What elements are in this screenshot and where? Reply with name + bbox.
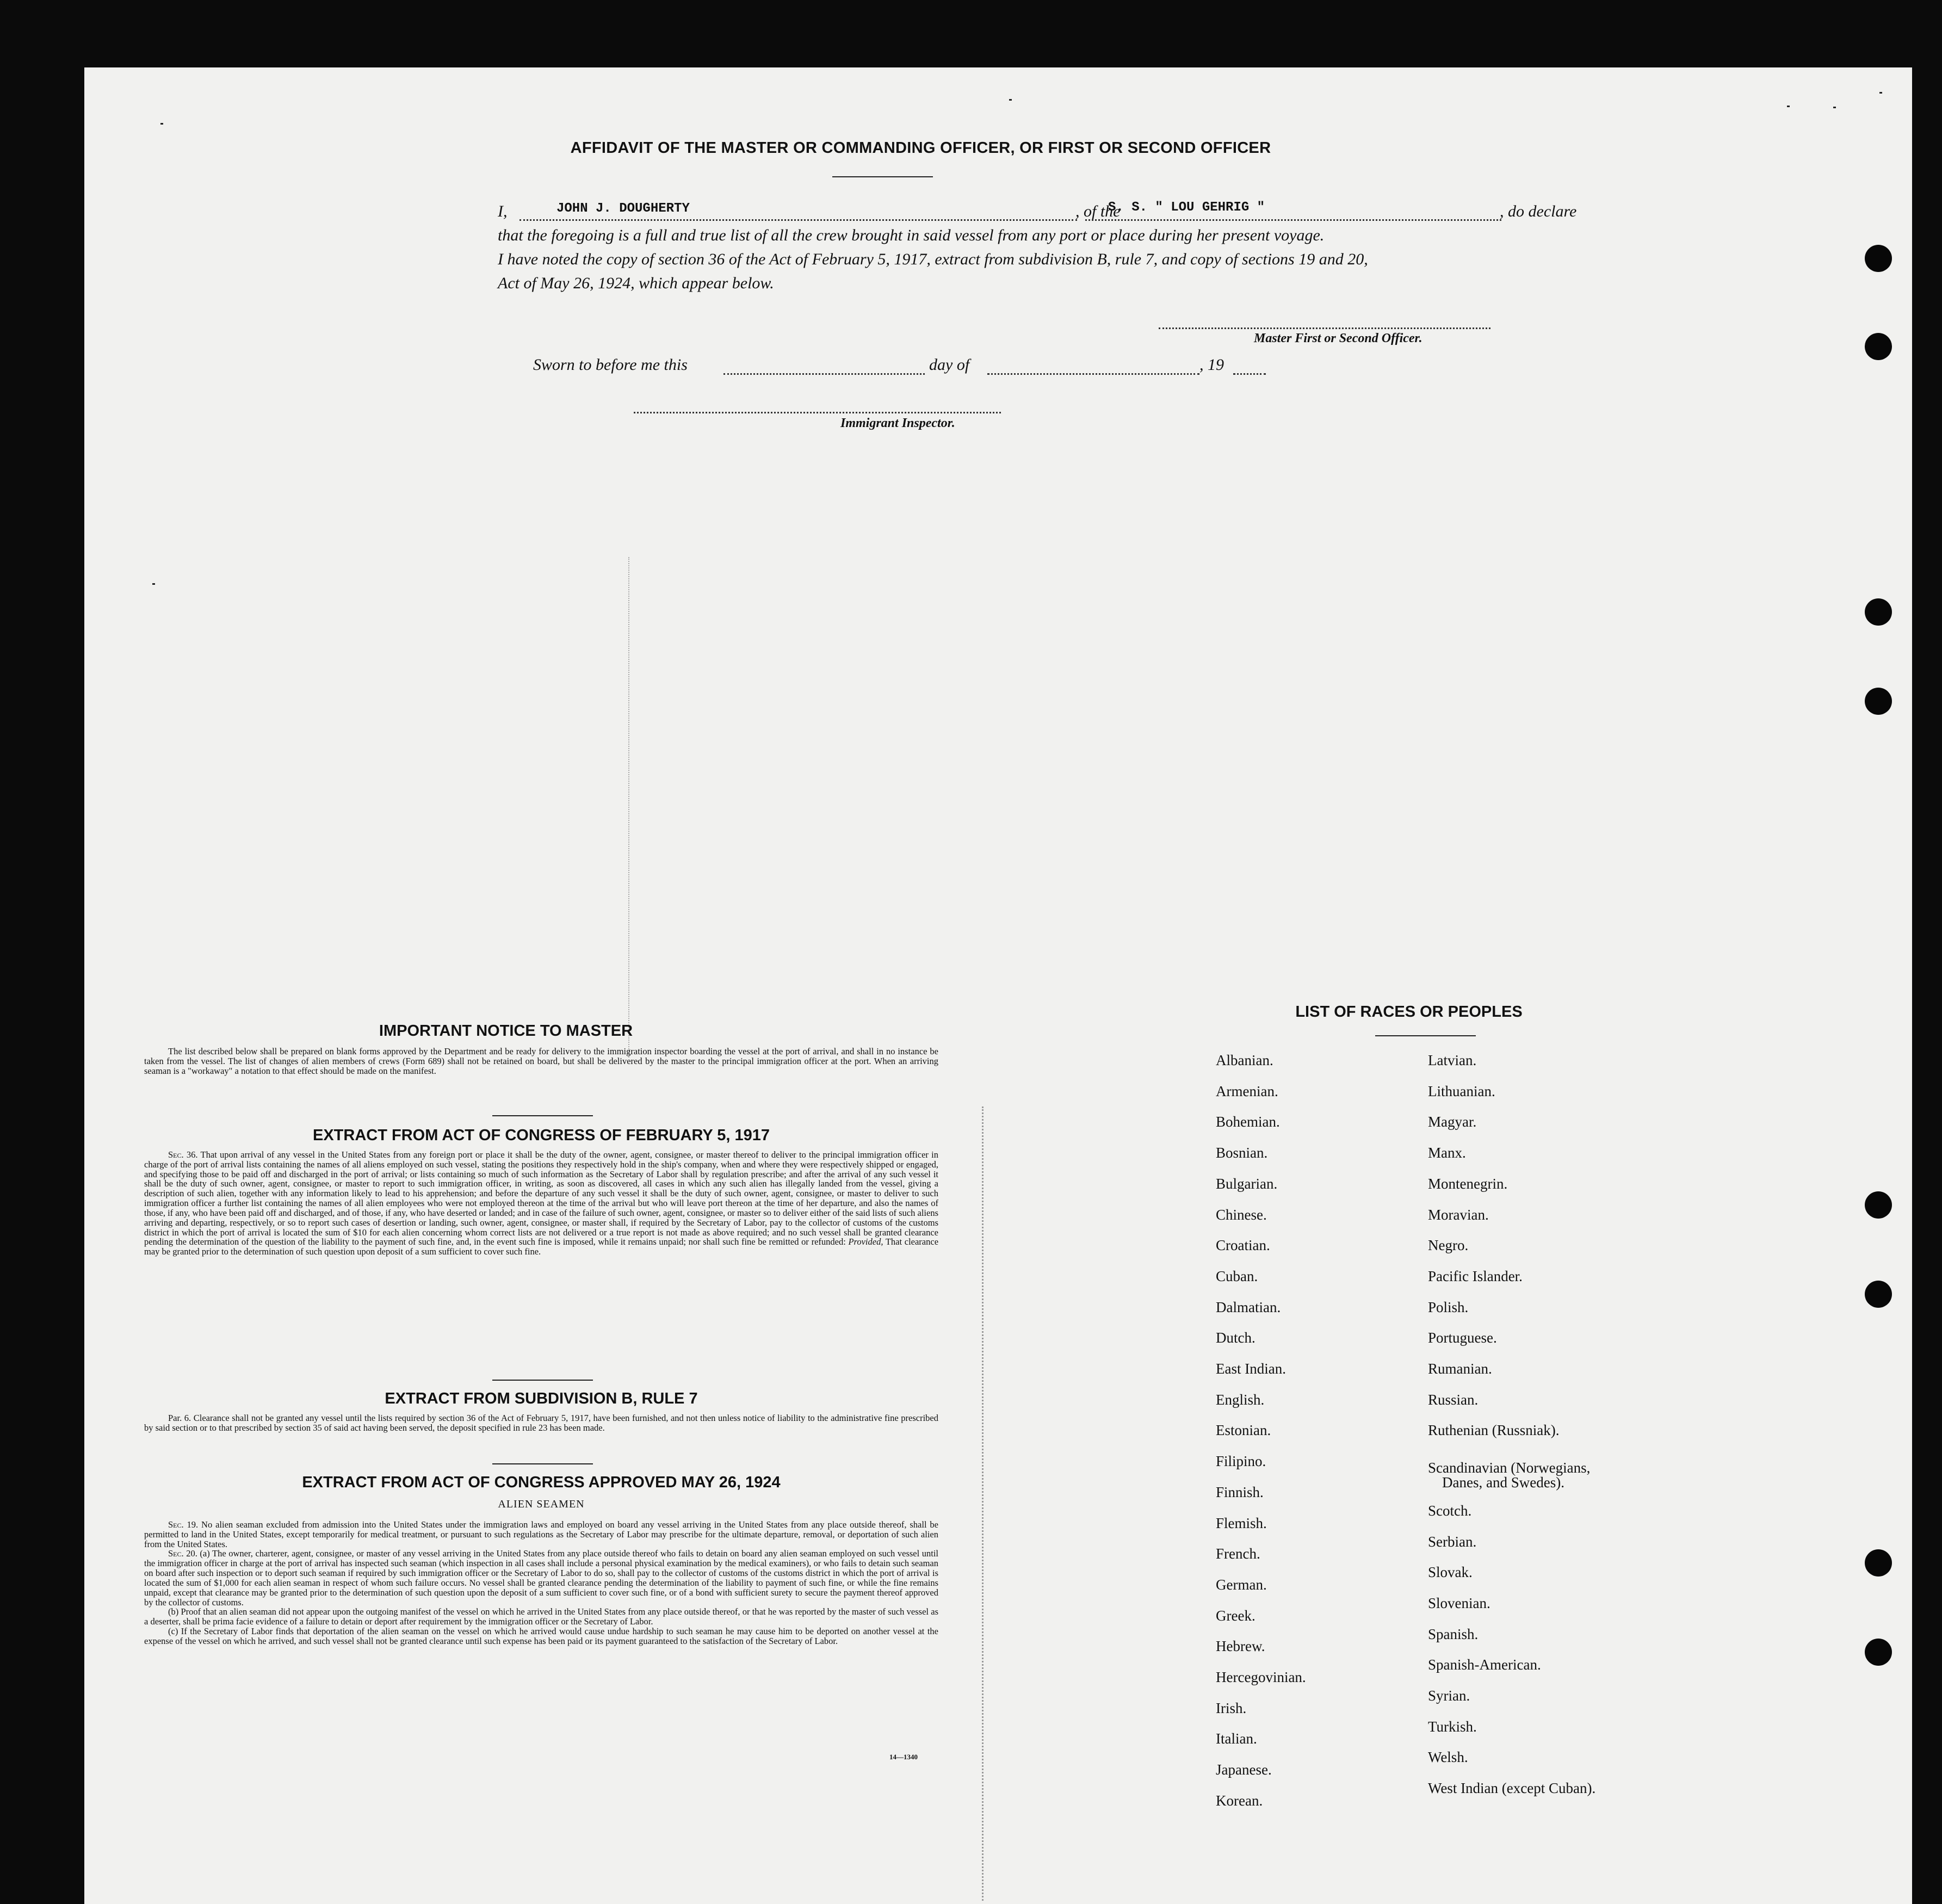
sec-20a-body: (a) The owner, charterer, agent, consignee, or master of any vessel arriving in the United States from any place outside thereof who fails to detain on board any alien seaman employed on such vessel until the immigration officer in charge at the port of arrival has inspected such seaman (which inspection in all cases shall include a personal physical examination by the medical examiners), or who fails to detain such seaman on board after such inspection or to deport such seaman if required by such immigration officer or the Secretary of Labor to do so, shall pay to the collector of customs of the customs district in which the port of arrival is located the sum of $1,000 for each alien seaman in respect of whom such failure occurs. No vessel shall be granted clearance pending the determination of the liability to payment of such fine, or while the fine remains unpaid, except that clearance may be granted prior to the determination of such question upon the deposit of a sum sufficient to cover such fine, or of a bond with sufficient surety to secure the payment thereof approved by the collector of customs. <box>144 1548 939 1608</box>
extract-rule7-text <box>144 1413 938 1433</box>
race-item-right: Slovak. <box>1428 1564 1473 1580</box>
race-item-left: German. <box>1216 1577 1267 1593</box>
race-item-left: Filipino. <box>1216 1453 1266 1469</box>
race-item-right: Polish. <box>1428 1299 1469 1315</box>
sworn-day-line <box>723 373 925 375</box>
race-item-left: Cuban. <box>1216 1268 1258 1284</box>
race-item-left: Chinese. <box>1216 1207 1267 1223</box>
punch-hole <box>1865 1281 1892 1308</box>
speck <box>152 583 155 585</box>
i-label: I, <box>498 202 508 220</box>
race-item-right: Ruthenian (Russniak). <box>1428 1422 1560 1438</box>
race-item-right: Syrian. <box>1428 1687 1470 1704</box>
speck <box>1009 99 1012 101</box>
race-item-right: Negro. <box>1428 1237 1469 1253</box>
race-item-left: English. <box>1216 1392 1265 1408</box>
race-item-left: Korean. <box>1216 1792 1263 1809</box>
document-page <box>84 67 1912 1904</box>
race-item-left: Finnish. <box>1216 1484 1264 1500</box>
punch-hole <box>1865 688 1892 715</box>
race-item-right: Portuguese. <box>1428 1330 1497 1346</box>
race-item-right: Serbian. <box>1428 1534 1477 1550</box>
race-item-left: Flemish. <box>1216 1515 1267 1531</box>
race-item-right: Magyar. <box>1428 1114 1477 1130</box>
extract-rule7-title: EXTRACT FROM SUBDIVISION B, RULE 7 <box>385 1390 698 1407</box>
race-item-left: Bulgarian. <box>1216 1176 1278 1192</box>
race-item-left: Hebrew. <box>1216 1638 1265 1654</box>
race-item-right: Rumanian. <box>1428 1361 1492 1377</box>
punch-hole <box>1865 245 1892 272</box>
extract-1917-title: EXTRACT FROM ACT OF CONGRESS OF FEBRUARY 5, 1917 <box>312 1127 770 1144</box>
affidavit-line-3: I have noted the copy of section 36 of the Act of February 5, 1917, extract from subdivision B, rule 7, and copy of sections 19 and 20, <box>498 250 1368 268</box>
race-item-left: Albanian. <box>1216 1052 1273 1068</box>
race-item-right: Welsh. <box>1428 1749 1468 1765</box>
extract-1924-rule <box>492 1463 593 1464</box>
proviso-label: Provided, <box>848 1237 883 1247</box>
rule7-body: Par. 6. Clearance shall not be granted any vessel until the lists required by section 36 of the Act of February 5, 1917, have been furnished, and not then unless notice of liability to the administrative fine prescribed by said section or to that prescribed by section 35 of said act having been served, the deposit specified in rule 23 has been made. <box>144 1413 938 1433</box>
extract-1917-text <box>144 1150 938 1257</box>
race-item-right: Spanish-American. <box>1428 1656 1541 1673</box>
race-item-left: Hercegovinian. <box>1216 1669 1306 1685</box>
form-number: 14—1340 <box>889 1753 918 1761</box>
race-item-right: Latvian. <box>1428 1052 1477 1068</box>
race-item-left: Greek. <box>1216 1608 1256 1624</box>
race-item-right: Russian. <box>1428 1392 1479 1408</box>
race-item-right: Lithuanian. <box>1428 1083 1495 1099</box>
affidavit-line-2: that the foregoing is a full and true list of all the crew brought in said vessel from any port or place during her present voyage. <box>498 226 1325 244</box>
race-item-right: West Indian (except Cuban). <box>1428 1780 1596 1796</box>
race-item-left: Irish. <box>1216 1700 1247 1716</box>
year-line <box>1233 373 1266 375</box>
race-item-right: Danes, and Swedes). <box>1442 1474 1564 1491</box>
punch-hole <box>1865 598 1892 626</box>
signature-caption: Master First or Second Officer. <box>1254 331 1423 345</box>
sec-36-label: Sec. 36. <box>168 1149 198 1160</box>
race-item-left: Armenian. <box>1216 1083 1278 1099</box>
speck <box>160 123 163 125</box>
sworn-label: Sworn to before me this <box>533 356 688 374</box>
extract-1924-text <box>144 1520 938 1646</box>
race-item-right: Turkish. <box>1428 1718 1477 1735</box>
extract-1924-title: EXTRACT FROM ACT OF CONGRESS APPROVED MAY 26, 1924 <box>302 1474 781 1491</box>
races-title: LIST OF RACES OR PEOPLES <box>1295 1003 1523 1021</box>
punch-hole <box>1865 1639 1892 1666</box>
do-declare-label: , do declare <box>1500 202 1577 220</box>
notice-title: IMPORTANT NOTICE TO MASTER <box>379 1022 633 1040</box>
race-item-left: Dutch. <box>1216 1330 1256 1346</box>
master-name-line <box>519 219 1077 221</box>
sec-20b-body: (b) Proof that an alien seaman did not appear upon the outgoing manifest of the vessel on which he arrived in the United States from any place outside thereof, or that he was reported by the master of such vessel as a deserter, shall be prima facie evidence of a failure to detain or deport after requirement by the immigration officer or the Secretary of Labor. <box>144 1606 938 1627</box>
race-item-left: Bohemian. <box>1216 1114 1280 1130</box>
sworn-month-line <box>987 373 1199 375</box>
affidavit-line-4: Act of May 26, 1924, which appear below. <box>498 274 774 292</box>
vessel-name: S. S. " LOU GEHRIG " <box>1108 200 1265 215</box>
notice-text <box>144 1047 938 1075</box>
race-item-right: Pacific Islander. <box>1428 1268 1523 1284</box>
speck <box>1833 107 1836 108</box>
affidavit-title: AFFIDAVIT OF THE MASTER OR COMMANDING OFFICER, OR FIRST OR SECOND OFFICER <box>570 139 1271 157</box>
race-item-left: Bosnian. <box>1216 1145 1268 1161</box>
race-item-left: Japanese. <box>1216 1761 1272 1778</box>
signature-line <box>1159 327 1490 329</box>
race-item-right: Montenegrin. <box>1428 1176 1508 1192</box>
of-the-label: , of the <box>1075 202 1121 220</box>
punch-hole <box>1865 1549 1892 1577</box>
race-item-right: Moravian. <box>1428 1207 1489 1223</box>
proviso-text: That clearance may be granted prior to the determination of such question upon deposit of a sum sufficient to cover such fine. <box>144 1237 939 1257</box>
race-item-left: Italian. <box>1216 1730 1257 1747</box>
inspector-caption: Immigrant Inspector. <box>840 416 955 430</box>
vessel-name-line <box>1085 219 1501 221</box>
race-item-left: French. <box>1216 1546 1260 1562</box>
race-item-left: Croatian. <box>1216 1237 1270 1253</box>
race-item-left: Dalmatian. <box>1216 1299 1281 1315</box>
inspector-signature-line <box>634 412 1001 413</box>
sec-19-body: No alien seaman excluded from admission into the United States under the immigration laws and employed on board any vessel arriving in the United States from any place outside thereof, shall be permitted to land in the United States, except temporarily for medical treatment, or pursuant to such regulations as the Secretary of Labor may prescribe for the ultimate departure, removal, or deportation of such alien from the United States. <box>144 1519 939 1549</box>
race-item-right: Scandinavian (Norwegians, <box>1428 1460 1591 1476</box>
speck <box>1879 92 1882 94</box>
race-item-left: East Indian. <box>1216 1361 1286 1377</box>
alien-seamen-subtitle: ALIEN SEAMEN <box>498 1498 585 1510</box>
fold-mark-upper <box>628 557 629 1058</box>
race-item-right: Spanish. <box>1428 1626 1479 1642</box>
race-item-left: Estonian. <box>1216 1422 1271 1438</box>
sec-36-body: That upon arrival of any vessel in the United States from any foreign port or place it shall be the duty of the owner, agent, consignee, or master thereof to deliver to the principal immigration officer in charge of the port of arrival lists containing the names of all aliens employed on such vessel, stating the positions they respectively hold in the ship's company, when and where they were respectively shipped or engaged, and specifying those to be paid off and discharged in the port of arrival; or lists containing so much of such information as the Secretary of Labor shall by regulation prescribe; and after the arrival of any such vessel it shall be the duty of such owner, agent, consignee, or master to report to such immigration officer, in writing, as soon as discovered, all cases in which any such alien has illegally landed from the vessel, giving a description of such alien, together with any information likely to lead to his apprehension; and before the departure of any such vessel it shall be the duty of such owner, agent, consignee, or master to deliver to such immigration officer a further list containing the names of all alien employees who were not employed thereon at the time of the arrival but who will leave port thereon at the time of her departure, and also the names of those, if any, who have been paid off and discharged, and of those, if any, who have deserted or landed; and in case of the failure of such owner, agent, consignee, or master so to deliver either of the said lists of such aliens arriving and departing, respectively, or so to report such cases of desertion or landing, such owner, agent, consignee, or master shall, if required by the Secretary of Labor, pay to the collector of customs of the customs district in which the port of arrival is located the sum of $10 for each alien concerning whom correct lists are not delivered or a true report is not made as above required; and no such vessel shall be granted clearance pending the determination of the question of the liability to the payment of such fine, and, in the event such fine is imposed, while it remains unpaid; nor shall such fine be remitted or refunded: <box>144 1149 938 1247</box>
title-underline <box>832 176 933 177</box>
races-title-underline <box>1375 1035 1476 1036</box>
sec-19-label: Sec. 19. <box>168 1519 199 1530</box>
master-name: JOHN J. DOUGHERTY <box>556 201 690 216</box>
fold-mark-lower <box>982 1106 984 1901</box>
sec-20c-body: (c) If the Secretary of Labor finds that deportation of the alien seaman on the vessel on which he arrived would cause undue hardship to such seaman he may cause him to be deported on another vessel at the expense of the vessel on which he arrived, and such vessel shall not be granted clearance until such expense has been paid or its payment guaranteed to the satisfaction of the Secretary of Labor. <box>144 1625 938 1646</box>
speck <box>1787 106 1790 107</box>
day-of-label: day of <box>929 356 970 374</box>
year-label: , 19 <box>1199 356 1224 374</box>
notice-body: The list described below shall be prepared on blank forms approved by the Department and be ready for delivery to the immigration inspector boarding the vessel at the port of arrival, and shall in no instance be taken from the vessel. The list of changes of alien members of crews (Form 689) shall not be retained on board, but shall be delivered by the master to the principal immigration officer at the port. When an arriving seaman is a "workaway" a notation to that effect should be made on the manifest. <box>144 1046 938 1076</box>
sec-20-label: Sec. 20. <box>168 1548 197 1559</box>
punch-hole <box>1865 1191 1892 1219</box>
rule7-rule <box>492 1380 593 1381</box>
race-item-right: Slovenian. <box>1428 1595 1490 1611</box>
race-item-right: Scotch. <box>1428 1503 1472 1519</box>
extract-1917-rule <box>492 1115 593 1116</box>
punch-hole <box>1865 333 1892 360</box>
race-item-right: Manx. <box>1428 1145 1466 1161</box>
